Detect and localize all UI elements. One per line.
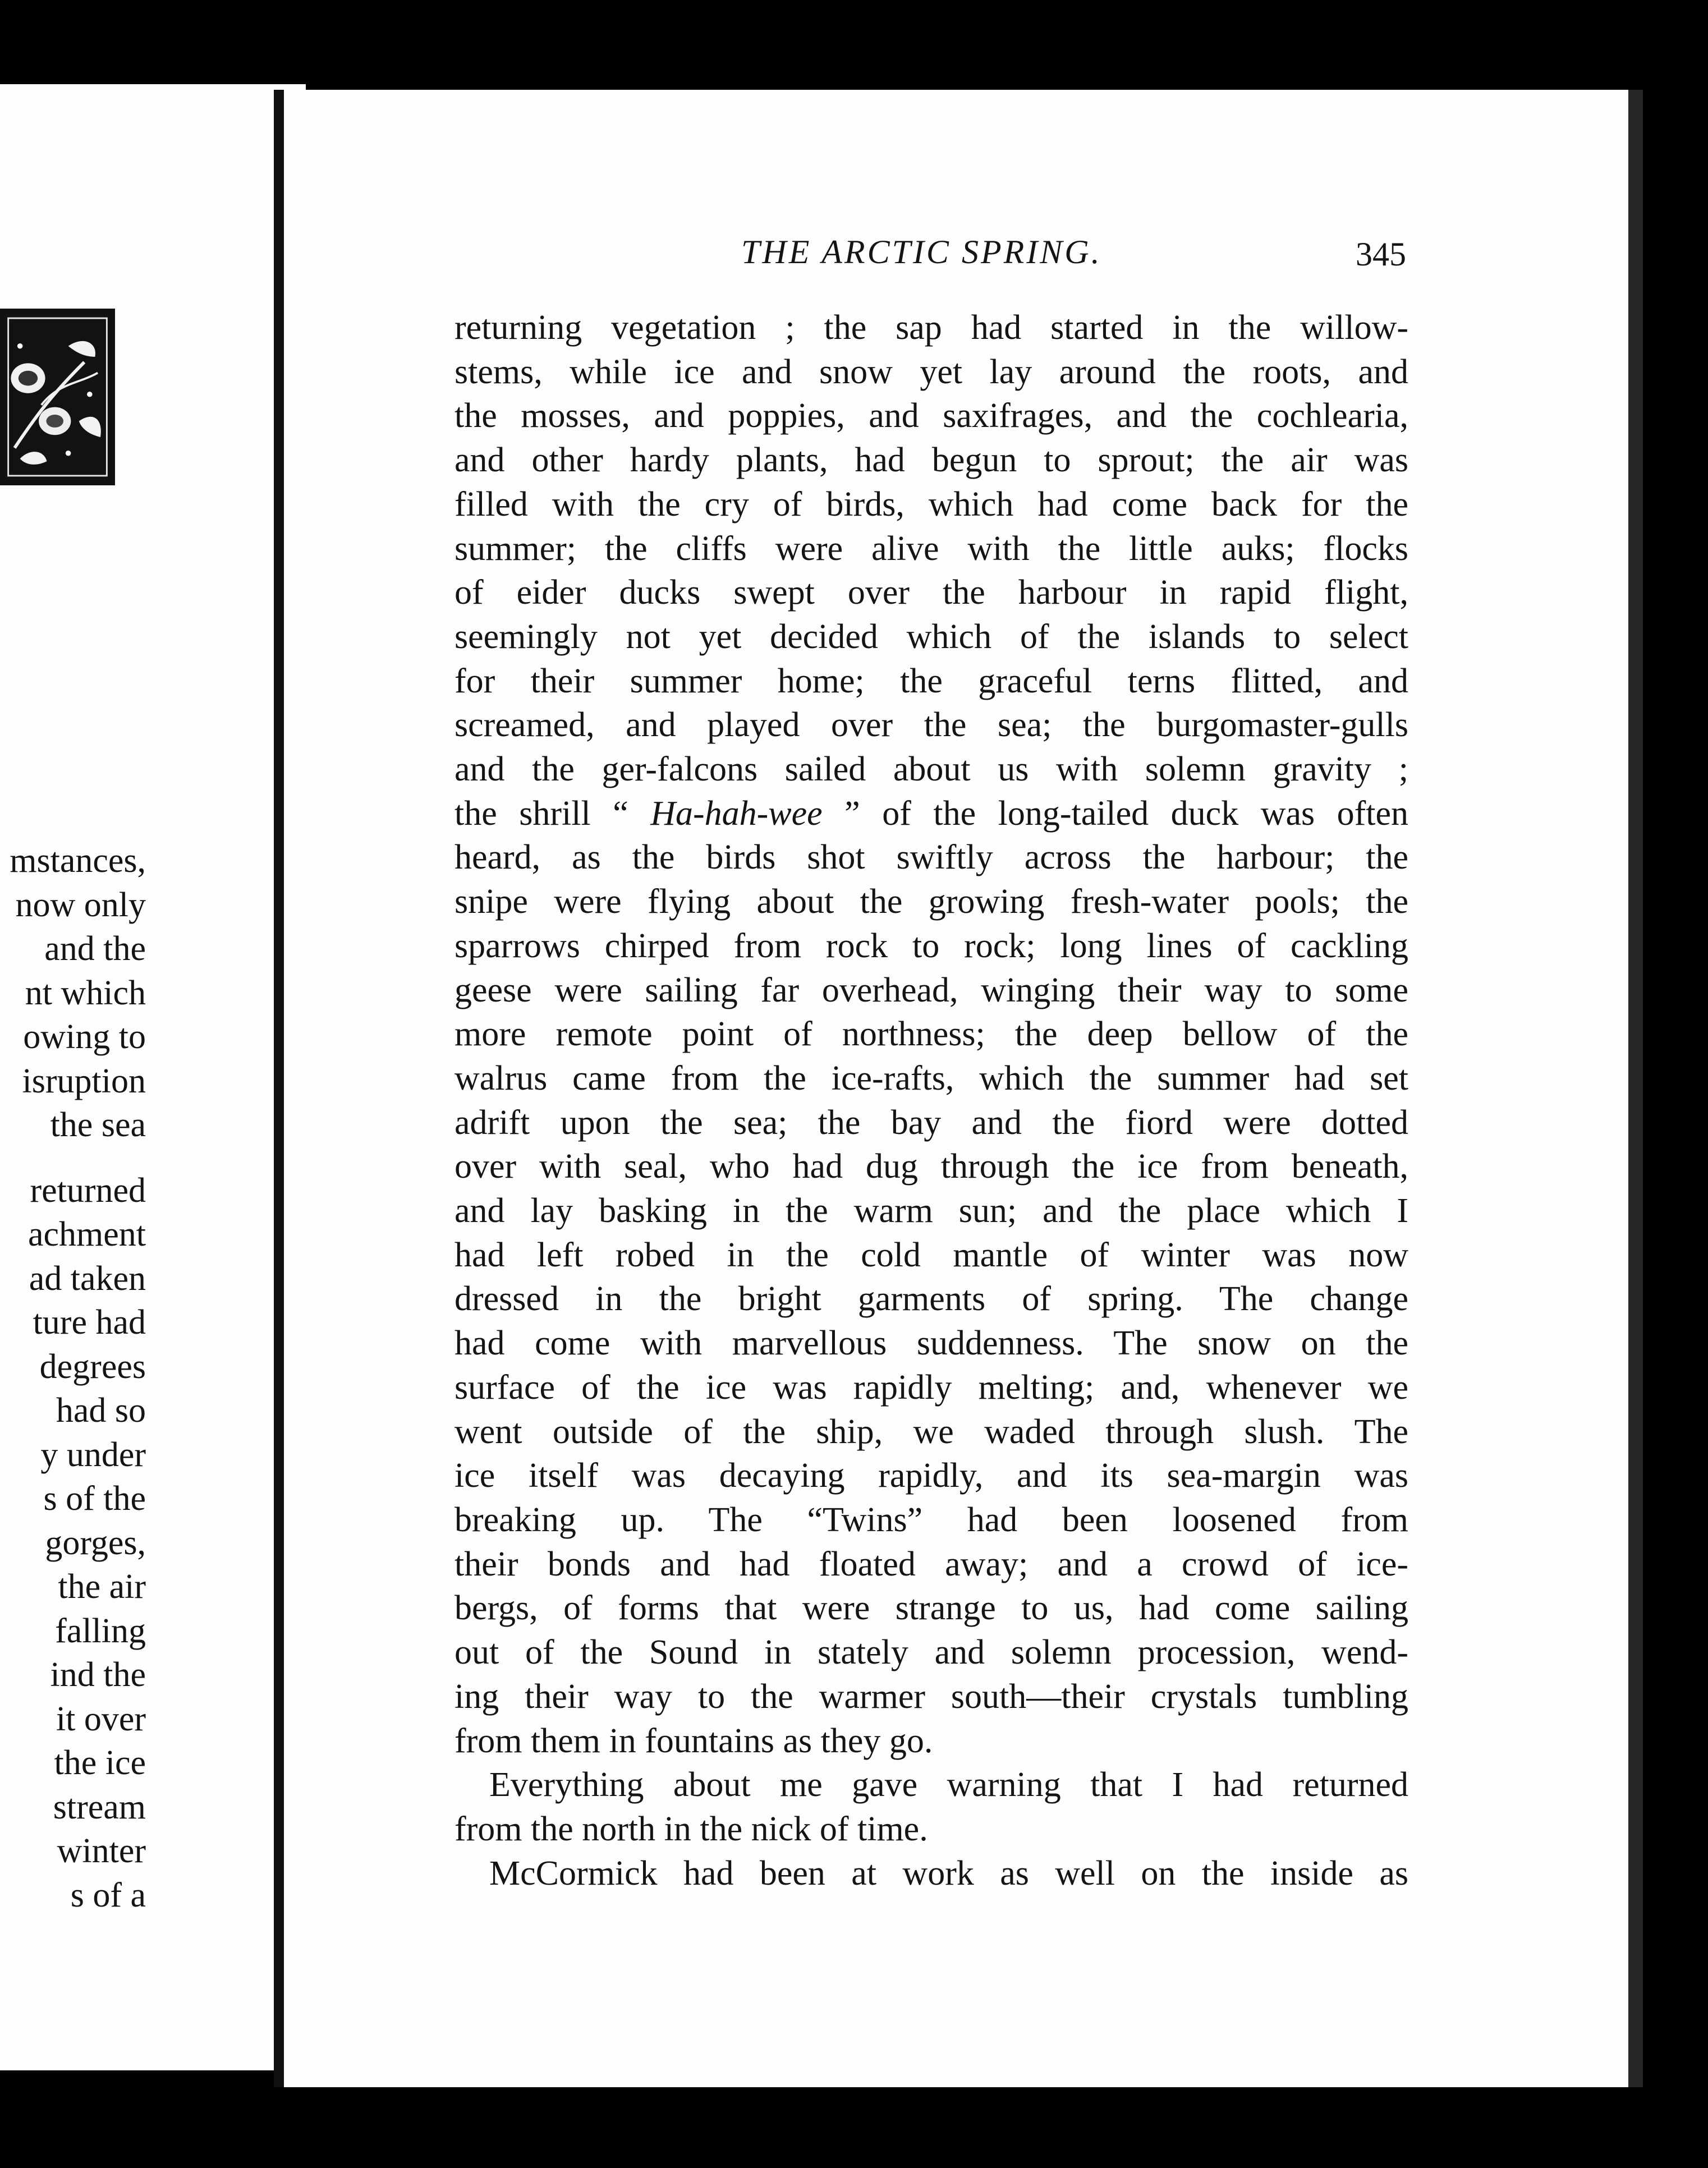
left-fragment-line: y under <box>40 1435 146 1474</box>
left-fragment-line: stream <box>53 1788 146 1826</box>
paragraph-3 <box>454 1852 1408 1896</box>
text-line: screamed, and played over the sea; the burgomaster-gulls <box>454 706 1408 745</box>
floral-ornament <box>0 309 115 485</box>
text-line: breaking up. The “Twins” had been loosened from <box>454 1500 1408 1539</box>
text-line: had come with marvellous suddenness. The snow on the <box>454 1324 1408 1363</box>
left-fragment-line: isruption <box>22 1062 146 1100</box>
left-page-text-fragments <box>0 839 146 1917</box>
left-fragment-line: degrees <box>39 1347 146 1386</box>
text-line: of eider ducks swept over the harbour in rapid flight, <box>454 573 1408 612</box>
text-line: sparrows chirped from rock to rock; long lines of cackling <box>454 926 1408 965</box>
text-line: had left robed in the cold mantle of winter was now <box>454 1235 1408 1274</box>
left-fragment-line: mstances, <box>10 842 146 880</box>
text-line: over with seal, who had dug through the ice from beneath, <box>454 1147 1408 1186</box>
text-line: heard, as the birds shot swiftly across the harbour; the <box>454 838 1408 877</box>
left-fragment-line: the air <box>58 1568 146 1606</box>
text-line: summer; the cliffs were alive with the little auks; flocks <box>454 529 1408 568</box>
left-fragment-line: achment <box>27 1215 146 1253</box>
left-fragment-line: winter <box>57 1832 146 1870</box>
text-line: adrift upon the sea; the bay and the fiord were dotted <box>454 1103 1408 1142</box>
text-line: snipe were flying about the growing fresh-water pools; the <box>454 883 1408 921</box>
text-line: from the north in the nick of time. <box>454 1809 928 1848</box>
left-page <box>0 84 306 2070</box>
text-line: McCormick had been at work as well on the inside as <box>489 1854 1408 1893</box>
left-fragment-line: nt which <box>25 973 146 1012</box>
left-fragment-line: now only <box>15 885 146 924</box>
left-fragment-line: ture had <box>33 1303 146 1342</box>
text-line: filled with the cry of birds, which had come back for the <box>454 485 1408 523</box>
text-line: dressed in the bright garments of spring. The change <box>454 1280 1408 1319</box>
floral-ornament-icon <box>4 313 111 481</box>
text-line: and the ger-falcons sailed about us with solemn gravity ; <box>454 750 1408 789</box>
text-line: surface of the ice was rapidly melting; and, whenever we <box>454 1368 1408 1407</box>
left-fragment-line: owing to <box>23 1018 146 1056</box>
left-fragment-line: it over <box>56 1700 146 1738</box>
running-title: THE ARCTIC SPRING. <box>741 233 1102 270</box>
left-fragment-line: the ice <box>54 1744 146 1782</box>
text-line: ing their way to the warmer south—their crystals tumbling <box>454 1677 1408 1716</box>
left-fragment-line: the sea <box>50 1106 146 1144</box>
text-line: the mosses, and poppies, and saxifrages, and the cochlearia, <box>454 397 1408 435</box>
text-line: went outside of the ship, we waded through slush. The <box>454 1412 1408 1451</box>
left-fragment-line: gorges, <box>45 1523 146 1562</box>
text-line: seemingly not yet decided which of the islands to select <box>454 617 1408 656</box>
text-line: stems, while ice and snow yet lay around the roots, and <box>454 352 1408 391</box>
paragraph-gap <box>0 1147 146 1169</box>
text-line: more remote point of northness; the deep bellow of the <box>454 1015 1408 1054</box>
left-fragment-line: falling <box>55 1611 146 1650</box>
text-line: out of the Sound in stately and solemn procession, wend- <box>454 1633 1408 1672</box>
text-line: from them in fountains as they go. <box>454 1721 933 1760</box>
text-line: for their summer home; the graceful terns flitted, and <box>454 662 1408 700</box>
left-fragment-line: s of the <box>43 1480 146 1518</box>
text-line: Everything about me gave warning that I had returned <box>489 1766 1408 1804</box>
paragraph-2 <box>454 1763 1408 1851</box>
text-line: bergs, of forms that were strange to us, had come sailing <box>454 1589 1408 1628</box>
left-fragment-line: ad taken <box>29 1259 146 1298</box>
left-fragment-line: s of a <box>70 1876 146 1914</box>
text-line: and other hardy plants, had begun to sprout; the air was <box>454 441 1408 480</box>
page-number: 345 <box>1356 236 1406 273</box>
text-line: geese were sailing far overhead, winging their way to some <box>454 971 1408 1009</box>
body-text <box>454 306 1408 1895</box>
text-line: returning vegetation ; the sap had started in the willow- <box>454 309 1408 347</box>
running-head <box>463 233 1406 278</box>
text-line: walrus came from the ice-rafts, which the summer had set <box>454 1059 1408 1097</box>
text-line: the shrill “ Ha-hah-wee ” of the long-tailed duck was often <box>454 794 1409 833</box>
left-fragment-line: ind the <box>50 1656 146 1694</box>
left-fragment-line: and the <box>44 930 146 968</box>
text-line: ice itself was decaying rapidly, and its sea-margin was <box>454 1457 1408 1495</box>
left-fragment-line: returned <box>30 1171 146 1210</box>
text-line: their bonds and had floated away; and a crowd of ice- <box>454 1545 1408 1583</box>
left-fragment-line: had so <box>56 1391 146 1430</box>
italic-phrase: Ha-hah-wee <box>650 794 823 833</box>
paragraph-1 <box>454 306 1408 1763</box>
text-line: and lay basking in the warm sun; and the place which I <box>454 1192 1408 1230</box>
